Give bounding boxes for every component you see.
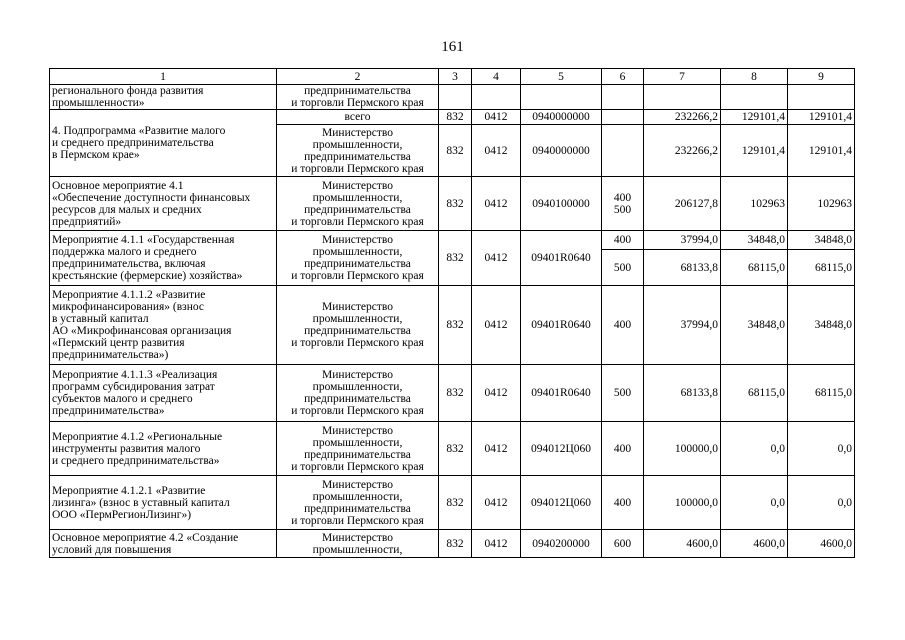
column-header: 6 (602, 69, 644, 85)
cell-amount-1: 68133,8 (644, 250, 721, 286)
cell-executor: Министерство промышленности, предпринимательства и торговли Пермского края (277, 231, 439, 286)
cell-amount-1: 206127,8 (644, 177, 721, 231)
cell-executor: предпринимательства и торговли Пермского края (277, 85, 439, 110)
cell-grbs: 832 (439, 286, 472, 365)
cell-target-article: 0940000000 (521, 125, 602, 177)
cell-amount-3: 34848,0 (788, 231, 855, 250)
cell-section: 0412 (472, 365, 521, 422)
table-row (50, 530, 855, 558)
cell-amount-3: 68115,0 (788, 250, 855, 286)
cell-section: 0412 (472, 476, 521, 530)
cell-amount-3: 129101,4 (788, 110, 855, 125)
cell-section: 0412 (472, 125, 521, 177)
cell-executor: Министерство промышленности, предпринимательства и торговли Пермского края (277, 286, 439, 365)
cell-amount-3: 4600,0 (788, 530, 855, 558)
cell-amount-2: 68115,0 (721, 250, 788, 286)
cell-section: 0412 (472, 177, 521, 231)
header-row (50, 69, 855, 85)
cell-amount-2: 0,0 (721, 476, 788, 530)
table-row (50, 286, 855, 365)
cell-activity-name: Мероприятие 4.1.2 «Региональные инструменты развития малого и среднего предпринимательства» (50, 422, 277, 476)
cell-expense-type: 400 500 (602, 177, 644, 231)
cell-amount-3 (788, 85, 855, 110)
cell-activity-name: 4. Подпрограмма «Развитие малого и среднего предпринимательства в Пермском крае» (50, 110, 277, 177)
cell-amount-1: 232266,2 (644, 110, 721, 125)
cell-grbs (439, 85, 472, 110)
cell-grbs: 832 (439, 422, 472, 476)
cell-activity-name: Мероприятие 4.1.1.2 «Развитие микрофинансирования» (взнос в уставный капитал АО «Микрофинансовая организация «Пермский центр развития предпринимательства») (50, 286, 277, 365)
cell-grbs: 832 (439, 476, 472, 530)
cell-amount-1: 68133,8 (644, 365, 721, 422)
cell-expense-type: 500 (602, 250, 644, 286)
cell-amount-2: 102963 (721, 177, 788, 231)
cell-target-article (521, 85, 602, 110)
cell-activity-name: Мероприятие 4.1.1 «Государственная поддержка малого и среднего предпринимательства, включая крестьянские (фермерские) хозяйства» (50, 231, 277, 286)
cell-expense-type: 400 (602, 422, 644, 476)
column-header: 2 (277, 69, 439, 85)
cell-executor: Министерство промышленности, предпринимательства и торговли Пермского края (277, 365, 439, 422)
cell-grbs: 832 (439, 110, 472, 125)
cell-expense-type: 600 (602, 530, 644, 558)
table-row (50, 177, 855, 231)
cell-activity-name: регионального фонда развития промышленности» (50, 85, 277, 110)
table-row (50, 231, 855, 250)
cell-section: 0412 (472, 110, 521, 125)
cell-amount-3: 34848,0 (788, 286, 855, 365)
cell-executor: Министерство промышленности, предпринимательства и торговли Пермского края (277, 177, 439, 231)
cell-amount-2: 34848,0 (721, 286, 788, 365)
cell-executor: Министерство промышленности, предпринимательства и торговли Пермского края (277, 422, 439, 476)
cell-expense-type (602, 85, 644, 110)
cell-amount-3: 102963 (788, 177, 855, 231)
cell-grbs: 832 (439, 177, 472, 231)
cell-section: 0412 (472, 231, 521, 286)
table-row (50, 365, 855, 422)
cell-target-article: 09401R0640 (521, 231, 602, 286)
cell-target-article: 094012Ц060 (521, 422, 602, 476)
cell-amount-3: 0,0 (788, 476, 855, 530)
column-header: 1 (50, 69, 277, 85)
column-header: 5 (521, 69, 602, 85)
cell-grbs: 832 (439, 125, 472, 177)
cell-amount-1: 232266,2 (644, 125, 721, 177)
cell-amount-1: 4600,0 (644, 530, 721, 558)
cell-target-article: 0940200000 (521, 530, 602, 558)
column-header: 8 (721, 69, 788, 85)
cell-amount-3: 68115,0 (788, 365, 855, 422)
cell-section: 0412 (472, 422, 521, 476)
table-row (50, 476, 855, 530)
cell-expense-type (602, 110, 644, 125)
cell-executor: всего (277, 110, 439, 125)
cell-expense-type: 400 (602, 231, 644, 250)
table-row (50, 85, 855, 110)
cell-amount-2 (721, 85, 788, 110)
cell-amount-2: 0,0 (721, 422, 788, 476)
cell-target-article: 09401R0640 (521, 365, 602, 422)
column-header: 3 (439, 69, 472, 85)
cell-amount-1: 37994,0 (644, 286, 721, 365)
cell-target-article: 0940000000 (521, 110, 602, 125)
budget-table (49, 68, 855, 558)
cell-executor: Министерство промышленности, предпринимательства и торговли Пермского края (277, 476, 439, 530)
table-row (50, 422, 855, 476)
cell-amount-1: 37994,0 (644, 231, 721, 250)
cell-section: 0412 (472, 286, 521, 365)
table-row (50, 110, 855, 125)
cell-executor: Министерство промышленности, (277, 530, 439, 558)
cell-amount-2: 129101,4 (721, 110, 788, 125)
cell-amount-2: 129101,4 (721, 125, 788, 177)
cell-grbs: 832 (439, 365, 472, 422)
cell-section (472, 85, 521, 110)
cell-expense-type: 400 (602, 476, 644, 530)
cell-activity-name: Основное мероприятие 4.2 «Создание условий для повышения (50, 530, 277, 558)
cell-grbs: 832 (439, 530, 472, 558)
cell-expense-type (602, 125, 644, 177)
cell-amount-2: 34848,0 (721, 231, 788, 250)
cell-target-article: 09401R0640 (521, 286, 602, 365)
cell-amount-2: 4600,0 (721, 530, 788, 558)
cell-grbs: 832 (439, 231, 472, 286)
cell-target-article: 0940100000 (521, 177, 602, 231)
cell-target-article: 094012Ц060 (521, 476, 602, 530)
cell-amount-3: 0,0 (788, 422, 855, 476)
cell-amount-1 (644, 85, 721, 110)
column-header: 7 (644, 69, 721, 85)
cell-amount-3: 129101,4 (788, 125, 855, 177)
cell-activity-name: Мероприятие 4.1.2.1 «Развитие лизинга» (взнос в уставный капитал ООО «ПермРегионЛизинг») (50, 476, 277, 530)
cell-amount-1: 100000,0 (644, 422, 721, 476)
cell-amount-1: 100000,0 (644, 476, 721, 530)
page-number: 161 (441, 39, 464, 55)
column-header: 9 (788, 69, 855, 85)
cell-activity-name: Основное мероприятие 4.1 «Обеспечение доступности финансовых ресурсов для малых и средних предприятий» (50, 177, 277, 231)
cell-executor: Министерство промышленности, предпринимательства и торговли Пермского края (277, 125, 439, 177)
cell-activity-name: Мероприятие 4.1.1.3 «Реализация программ субсидирования затрат субъектов малого и среднего предпринимательства» (50, 365, 277, 422)
cell-expense-type: 400 (602, 286, 644, 365)
cell-section: 0412 (472, 530, 521, 558)
cell-expense-type: 500 (602, 365, 644, 422)
cell-amount-2: 68115,0 (721, 365, 788, 422)
column-header: 4 (472, 69, 521, 85)
